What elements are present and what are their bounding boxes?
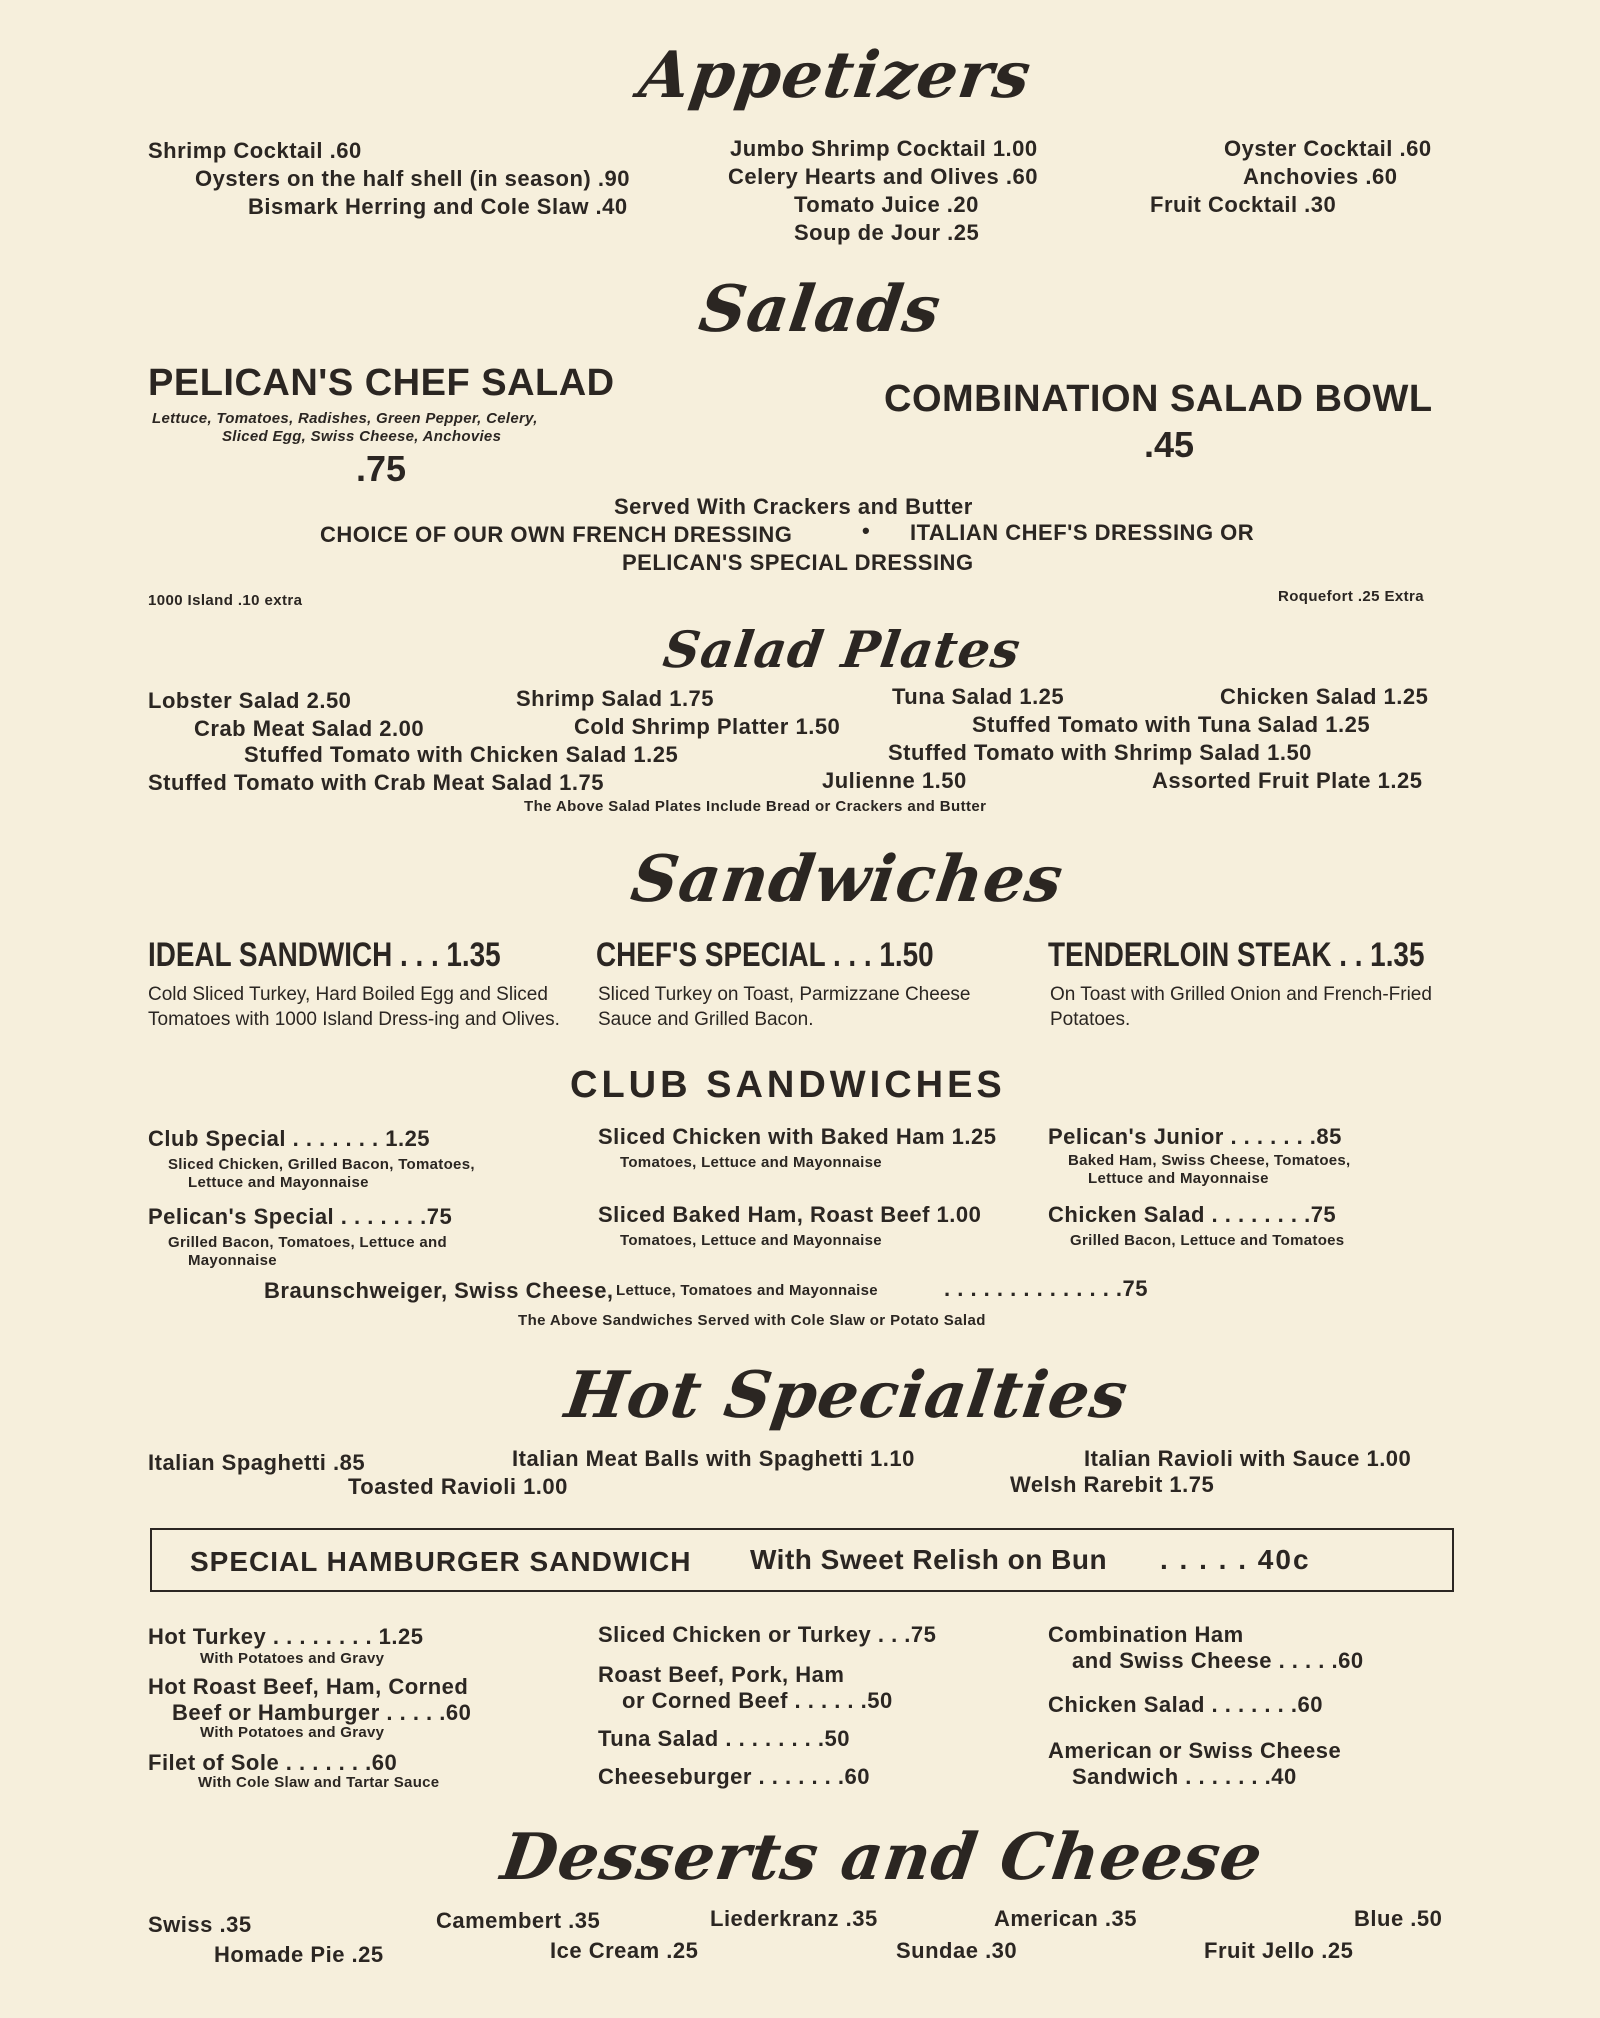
menu-item: Chicken Salad 1.25 (1220, 684, 1429, 709)
item-desc: Lettuce and Mayonnaise (188, 1174, 369, 1191)
chefs-special-desc: Sliced Turkey on Toast, Parmizzane Cheese Sauce and Grilled Bacon. (598, 984, 971, 1030)
chef-salad-name: PELICAN'S CHEF SALAD (148, 362, 615, 404)
menu-item: Tuna Salad 1.25 (892, 684, 1065, 709)
menu-item: Liederkranz .35 (710, 1906, 878, 1931)
menu-item: Camembert .35 (436, 1908, 601, 1933)
menu-item: Jumbo Shrimp Cocktail 1.00 (730, 136, 1038, 161)
menu-item: Stuffed Tomato with Tuna Salad 1.25 (972, 712, 1371, 737)
menu-item: or Corned Beef . . . . . .50 (622, 1688, 893, 1713)
menu-item: Anchovies .60 (1243, 164, 1398, 189)
extra-note: Roquefort .25 Extra (1278, 588, 1424, 605)
menu-item: Assorted Fruit Plate 1.25 (1152, 768, 1423, 793)
item-desc: Lettuce, Tomatoes and Mayonnaise (616, 1282, 878, 1299)
chef-salad-desc: Sliced Egg, Swiss Cheese, Anchovies (222, 428, 502, 445)
item-desc: Baked Ham, Swiss Cheese, Tomatoes, (1068, 1152, 1351, 1169)
item-desc: Grilled Bacon, Tomatoes, Lettuce and (168, 1234, 447, 1251)
menu-item: Crab Meat Salad 2.00 (194, 716, 425, 741)
menu-item: Braunschweiger, Swiss Cheese, (264, 1278, 614, 1303)
menu-item: Tomato Juice .20 (794, 192, 979, 217)
salad-plates-heading: Salad Plates (659, 620, 1025, 679)
combination-salad-price: .45 (1144, 424, 1195, 465)
menu-item: Stuffed Tomato with Chicken Salad 1.25 (244, 742, 679, 767)
item-desc: Mayonnaise (188, 1252, 277, 1269)
combination-salad-name: COMBINATION SALAD BOWL (884, 378, 1433, 420)
special-hamburger-tail: With Sweet Relish on Bun (750, 1544, 1108, 1575)
menu-item: Fruit Jello .25 (1204, 1938, 1354, 1963)
chefs-special-name: CHEF'S SPECIAL . . . 1.50 (596, 936, 934, 974)
item-desc: Tomatoes, Lettuce and Mayonnaise (620, 1154, 882, 1171)
menu-item: American .35 (994, 1906, 1137, 1931)
ideal-sandwich-name: IDEAL SANDWICH . . . 1.35 (148, 936, 501, 974)
dressing-choice: CHOICE OF OUR OWN FRENCH DRESSING (320, 522, 793, 547)
menu-item: Fruit Cocktail .30 (1150, 192, 1337, 217)
menu-item: Swiss .35 (148, 1912, 252, 1937)
appetizers-heading: Appetizers (634, 38, 1036, 113)
extra-note: 1000 Island .10 extra (148, 592, 303, 609)
salad-plates-note: The Above Salad Plates Include Bread or Crackers and Butter (524, 798, 987, 815)
menu-item: Hot Roast Beef, Ham, Corned (148, 1674, 469, 1699)
menu-item: Sundae .30 (896, 1938, 1018, 1963)
menu-item: Sliced Chicken with Baked Ham 1.25 (598, 1124, 997, 1149)
menu-item: Homade Pie .25 (214, 1942, 384, 1967)
menu-item: American or Swiss Cheese (1048, 1738, 1342, 1763)
menu-item: Oyster Cocktail .60 (1224, 136, 1432, 161)
desserts-heading: Desserts and Cheese (496, 1820, 1268, 1895)
chef-salad-desc: Lettuce, Tomatoes, Radishes, Green Pepper, Celery, (152, 410, 538, 427)
item-desc: Lettuce and Mayonnaise (1088, 1170, 1269, 1187)
hot-specialties-heading: Hot Specialties (560, 1358, 1133, 1433)
menu-item: Soup de Jour .25 (794, 220, 980, 245)
club-note: The Above Sandwiches Served with Cole Slaw or Potato Salad (518, 1312, 986, 1329)
menu-item: Italian Meat Balls with Spaghetti 1.10 (512, 1446, 915, 1471)
menu-item: Shrimp Cocktail .60 (148, 138, 362, 163)
ideal-sandwich-desc: Cold Sliced Turkey, Hard Boiled Egg and Sliced Tomatoes with 1000 Island Dress-ing and Olives. (148, 984, 560, 1030)
menu-item: Chicken Salad . . . . . . . .75 (1048, 1202, 1337, 1227)
special-hamburger-price: . . . . . 40c (1160, 1544, 1311, 1575)
club-sandwiches-heading: CLUB SANDWICHES (570, 1064, 1006, 1106)
tenderloin-steak-desc: On Toast with Grilled Onion and French-Fried Potatoes. (1050, 984, 1432, 1030)
item-desc: Grilled Bacon, Lettuce and Tomatoes (1070, 1232, 1345, 1249)
menu-item: Italian Ravioli with Sauce 1.00 (1084, 1446, 1412, 1471)
tenderloin-steak-name: TENDERLOIN STEAK . . 1.35 (1048, 936, 1425, 974)
menu-item: Filet of Sole . . . . . . .60 (148, 1750, 398, 1775)
item-desc: Tomatoes, Lettuce and Mayonnaise (620, 1232, 882, 1249)
menu-item: Roast Beef, Pork, Ham (598, 1662, 845, 1687)
sandwiches-heading: Sandwiches (626, 842, 1068, 917)
special-hamburger-name: SPECIAL HAMBURGER SANDWICH (190, 1546, 692, 1577)
menu-item: Sliced Baked Ham, Roast Beef 1.00 (598, 1202, 982, 1227)
bullet: • (862, 518, 871, 543)
menu-item: and Swiss Cheese . . . . .60 (1072, 1648, 1364, 1673)
menu-item: Stuffed Tomato with Crab Meat Salad 1.75 (148, 770, 604, 795)
menu-item: Toasted Ravioli 1.00 (348, 1474, 568, 1499)
menu-item: Italian Spaghetti .85 (148, 1450, 366, 1475)
item-desc: Sliced Chicken, Grilled Bacon, Tomatoes, (168, 1156, 475, 1173)
menu-item: Club Special . . . . . . . 1.25 (148, 1126, 431, 1151)
menu-item: Welsh Rarebit 1.75 (1010, 1472, 1215, 1497)
menu-item: Bismark Herring and Cole Slaw .40 (248, 194, 628, 219)
menu-item: Pelican's Junior . . . . . . .85 (1048, 1124, 1342, 1149)
menu-item: Lobster Salad 2.50 (148, 688, 352, 713)
menu-item: Celery Hearts and Olives .60 (728, 164, 1038, 189)
menu-item: Sandwich . . . . . . .40 (1072, 1764, 1297, 1789)
menu-item: Pelican's Special . . . . . . .75 (148, 1204, 453, 1229)
menu-item: Combination Ham (1048, 1622, 1244, 1647)
menu-item: Ice Cream .25 (550, 1938, 699, 1963)
dressing-choice: PELICAN'S SPECIAL DRESSING (622, 550, 974, 575)
menu-item: Beef or Hamburger . . . . .60 (172, 1700, 472, 1725)
menu-item: Hot Turkey . . . . . . . . 1.25 (148, 1624, 424, 1649)
menu-item: Oysters on the half shell (in season) .90 (195, 166, 630, 191)
item-desc: With Potatoes and Gravy (200, 1724, 385, 1741)
menu-item: Cold Shrimp Platter 1.50 (574, 714, 841, 739)
salads-heading: Salads (694, 272, 946, 347)
item-price: . . . . . . . . . . . . . .75 (944, 1276, 1149, 1301)
menu-item: Blue .50 (1354, 1906, 1443, 1931)
menu-item: Cheeseburger . . . . . . .60 (598, 1764, 870, 1789)
item-desc: With Potatoes and Gravy (200, 1650, 385, 1667)
salad-served-note: Served With Crackers and Butter (614, 494, 973, 519)
chef-salad-price: .75 (356, 448, 407, 489)
menu-item: Sliced Chicken or Turkey . . .75 (598, 1622, 937, 1647)
menu-item: Stuffed Tomato with Shrimp Salad 1.50 (888, 740, 1312, 765)
dressing-choice: ITALIAN CHEF'S DRESSING OR (910, 520, 1255, 545)
menu-item: Julienne 1.50 (822, 768, 967, 793)
menu-item: Chicken Salad . . . . . . .60 (1048, 1692, 1323, 1717)
menu-item: Shrimp Salad 1.75 (516, 686, 715, 711)
item-desc: With Cole Slaw and Tartar Sauce (198, 1774, 440, 1791)
menu-item: Tuna Salad . . . . . . . .50 (598, 1726, 850, 1751)
